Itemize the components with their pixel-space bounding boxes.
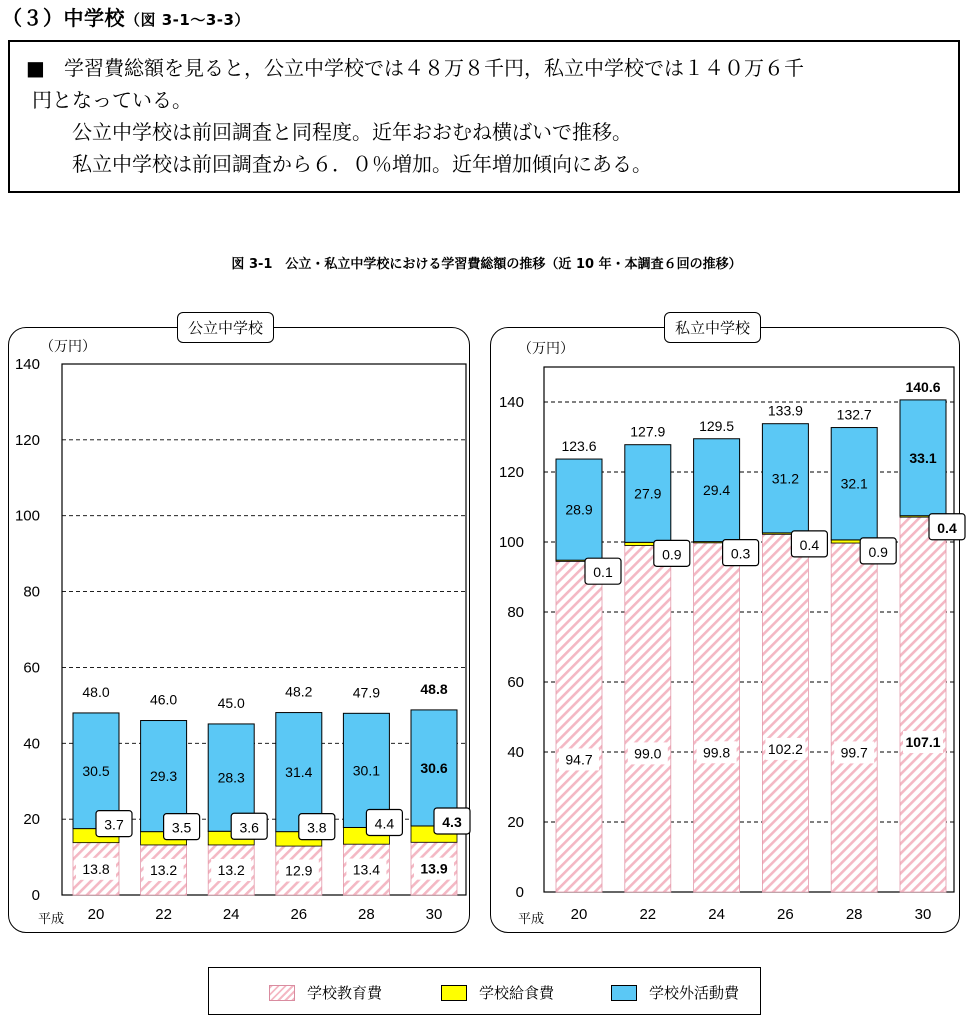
public-panel-label: 公立中学校 [177, 312, 274, 343]
public-data-label-education: 13.8 [82, 860, 110, 877]
private-data-label-education: 99.0 [634, 745, 662, 762]
summary-line-3: 公立中学校は前回調査と同程度。近年おおむね横ばいで推移。 [72, 120, 632, 144]
square-bullet-icon: ■ [26, 56, 45, 80]
public-data-label-extracurricular: 31.4 [285, 764, 313, 781]
private-data-label-extracurricular: 28.9 [565, 501, 593, 518]
public-y-tick-label: 80 [23, 583, 40, 601]
private-x-axis-prefix: 平成 [518, 911, 545, 926]
public-data-label-total: 48.2 [285, 683, 313, 700]
public-data-label-meal: 3.6 [239, 819, 259, 836]
private-data-label-extracurricular: 27.9 [634, 485, 662, 502]
public-x-tick-label: 30 [425, 906, 443, 923]
public-data-label-education: 13.2 [149, 861, 178, 878]
private-y-axis-unit: （万円） [518, 340, 574, 356]
private-bar-education [900, 517, 946, 892]
summary-line-1: ■ 学習費総額を見ると，公立中学校では４８万８千円，私立中学校では１４０万６千 [26, 52, 946, 84]
private-x-tick-label: 22 [639, 906, 657, 923]
public-x-tick-label: 26 [290, 906, 308, 923]
public-data-label-meal: 4.4 [374, 815, 395, 832]
public-data-label-meal: 4.3 [442, 813, 462, 830]
private-data-label-meal: 0.3 [730, 545, 751, 562]
section-title: （３）中学校 [2, 6, 125, 30]
public-data-label-extracurricular: 30.1 [352, 762, 381, 779]
private-y-tick-label: 80 [507, 604, 524, 621]
private-data-label-total: 129.5 [699, 417, 735, 434]
public-y-axis-unit: （万円） [40, 338, 96, 354]
private-y-tick-label: 120 [498, 464, 524, 481]
public-data-label-total: 47.9 [352, 684, 381, 701]
public-y-tick-label: 100 [14, 507, 40, 525]
public-x-axis-prefix: 平成 [38, 911, 65, 926]
legend-swatch-extracurricular [611, 985, 637, 1001]
private-bar-education [694, 543, 740, 892]
figure-title: 図 3-1 公立・私立中学校における学習費総額の推移（近 10 年・本調査６回の推移） [231, 257, 742, 272]
public-data-label-education: 13.4 [352, 861, 381, 878]
private-data-label-meal: 0.1 [593, 564, 613, 581]
public-data-label-total: 46.0 [149, 691, 178, 708]
private-bar-education [831, 543, 877, 892]
legend-item-extracurricular: 学校外活動費 [611, 982, 739, 1003]
private-bar-education [625, 546, 671, 893]
public-y-tick-label: 60 [23, 659, 40, 677]
public-x-tick-label: 28 [358, 906, 375, 923]
private-data-label-total: 127.9 [630, 423, 666, 440]
private-y-tick-label: 0 [515, 884, 524, 901]
summary-line-4: 私立中学校は前回調査から６．０％増加。近年増加傾向にある。 [72, 152, 652, 176]
public-data-label-education: 13.2 [217, 861, 245, 878]
private-x-tick-label: 28 [845, 906, 863, 923]
public-y-tick-label: 140 [14, 356, 40, 373]
legend-swatch-education [269, 985, 295, 1001]
private-y-tick-label: 20 [507, 814, 524, 831]
private-data-label-total: 132.7 [836, 406, 872, 423]
public-data-label-extracurricular: 28.3 [217, 769, 245, 786]
private-y-tick-label: 40 [507, 744, 524, 761]
private-x-tick-label: 24 [708, 906, 725, 923]
public-y-tick-label: 120 [14, 431, 40, 449]
private-data-label-education: 99.7 [840, 744, 868, 761]
private-data-label-extracurricular: 32.1 [840, 475, 868, 492]
private-bar-education [556, 561, 602, 892]
private-data-label-education: 102.2 [767, 740, 803, 757]
private-y-tick-label: 60 [507, 674, 524, 691]
private-plot-frame [544, 367, 954, 892]
private-y-tick-label: 140 [498, 394, 524, 411]
private-data-label-meal: 0.9 [868, 543, 888, 560]
private-bar-education [762, 534, 808, 892]
public-y-tick-label: 0 [31, 887, 40, 904]
public-y-tick-label: 40 [23, 735, 40, 753]
private-x-tick-label: 26 [777, 906, 794, 923]
public-data-label-meal: 3.8 [307, 819, 327, 836]
private-panel-label: 私立中学校 [664, 312, 761, 343]
private-data-label-meal: 0.4 [937, 519, 957, 536]
summary-line-2: 円となっている。 [32, 88, 192, 112]
private-data-label-total: 123.6 [561, 438, 597, 455]
public-x-tick-label: 20 [87, 906, 105, 923]
public-data-label-meal: 3.5 [171, 819, 192, 836]
public-x-tick-label: 22 [155, 906, 172, 923]
public-x-tick-label: 24 [222, 906, 240, 923]
private-data-label-education: 94.7 [565, 751, 593, 768]
private-x-tick-label: 20 [570, 906, 588, 923]
private-x-tick-label: 30 [914, 906, 932, 923]
public-data-label-extracurricular: 30.6 [420, 759, 448, 776]
private-data-label-education: 99.8 [702, 744, 731, 761]
private-data-label-extracurricular: 29.4 [702, 482, 731, 499]
private-data-label-extracurricular: 31.2 [771, 470, 800, 487]
public-data-label-education: 12.9 [285, 862, 313, 879]
private-data-label-meal: 0.9 [662, 546, 682, 563]
public-data-label-education: 13.9 [420, 860, 448, 877]
public-data-label-total: 48.8 [420, 680, 448, 697]
private-data-label-meal: 0.4 [799, 536, 820, 553]
public-data-label-total: 45.0 [217, 694, 245, 711]
legend-item-meal: 学校給食費 [441, 982, 554, 1003]
private-y-tick-label: 100 [498, 534, 524, 551]
private-data-label-total: 140.6 [905, 378, 941, 395]
public-data-label-extracurricular: 29.3 [149, 768, 178, 785]
section-figure-ref: （図 3-1～3-3） [125, 11, 250, 29]
private-data-label-education: 107.1 [905, 734, 941, 751]
legend-swatch-meal [441, 985, 467, 1001]
private-data-label-total: 133.9 [767, 402, 803, 419]
public-y-tick-label: 20 [23, 811, 40, 829]
public-data-label-total: 48.0 [82, 683, 110, 700]
legend [208, 967, 761, 1015]
legend-item-education: 学校教育費 [269, 982, 382, 1003]
private-data-label-extracurricular: 33.1 [909, 449, 937, 466]
public-data-label-meal: 3.7 [104, 816, 124, 833]
public-data-label-extracurricular: 30.5 [82, 762, 110, 779]
